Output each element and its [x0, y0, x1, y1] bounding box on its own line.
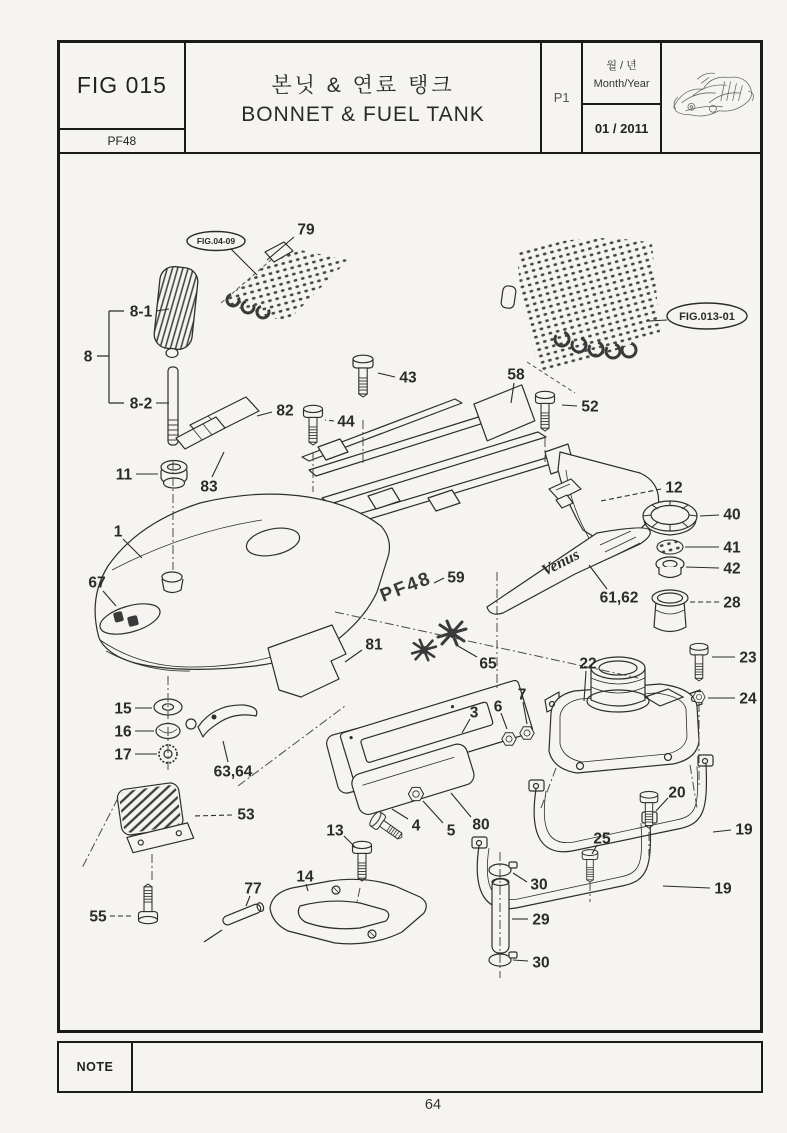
part-callout-30: 30 — [532, 954, 550, 972]
leader-line — [686, 567, 719, 568]
page-code: P1 — [542, 43, 583, 152]
fuel-cap — [643, 501, 697, 535]
part-callout-83: 83 — [200, 478, 218, 496]
part-callout-7: 7 — [517, 686, 527, 704]
hex-bolt — [304, 405, 323, 445]
part-callout-63,64: 63,64 — [213, 763, 253, 781]
part-callout-30: 30 — [530, 876, 548, 894]
part-callout-19: 19 — [714, 880, 732, 898]
part-callout-8: 8 — [83, 348, 93, 366]
flange-nut — [408, 787, 423, 800]
cap-filter-mesh — [657, 540, 683, 554]
upper-grille-panel — [221, 242, 348, 322]
bonnet-latch — [186, 705, 257, 737]
part-callout-59: 59 — [447, 569, 465, 587]
part-callout-15: 15 — [114, 700, 132, 718]
leader-line — [193, 815, 232, 816]
hex-nut — [502, 733, 516, 745]
leader-line — [392, 809, 408, 819]
part-callout-1: 1 — [113, 523, 123, 541]
part-callout-79: 79 — [297, 221, 315, 239]
part-callout-13: 13 — [326, 822, 344, 840]
figure-ref-label: FIG.04-09 — [196, 236, 236, 247]
part-callout-65: 65 — [479, 655, 497, 673]
pin-needle — [204, 930, 222, 942]
part-callout-6: 6 — [493, 698, 503, 716]
part-callout-3: 3 — [469, 704, 479, 722]
hex-nut — [693, 692, 705, 703]
part-callout-41: 41 — [723, 539, 741, 557]
date-label-english: Month/Year — [593, 77, 650, 90]
date-label-korean: 월 / 년 — [606, 59, 637, 72]
leader-line — [562, 405, 577, 406]
part-callout-58: 58 — [507, 366, 525, 384]
figure-ref-label: FIG.013-01 — [679, 310, 735, 323]
part-callout-17: 17 — [114, 746, 132, 764]
part-callout-25: 25 — [593, 830, 611, 848]
hex-bolt — [353, 355, 373, 397]
page-title-english: BONNET & FUEL TANK — [241, 102, 485, 126]
leader-line — [451, 793, 471, 817]
group-bracket-8 — [97, 311, 124, 403]
figure-number-cell — [60, 43, 186, 152]
part-callout-42: 42 — [723, 560, 741, 578]
hose-clamp-lower — [489, 952, 517, 966]
date-label — [583, 43, 660, 105]
part-callout-19: 19 — [735, 821, 753, 839]
part-callout-82: 82 — [276, 402, 294, 420]
part-callout-80: 80 — [472, 816, 490, 834]
leader-line — [246, 896, 250, 906]
leader-line — [700, 515, 719, 516]
bonnet-hood — [95, 494, 389, 671]
leader-line — [434, 578, 444, 583]
leader-line — [223, 741, 228, 762]
note-label: NOTE — [59, 1043, 133, 1091]
page-number: 64 — [424, 1097, 442, 1113]
part-callout-40: 40 — [723, 506, 741, 524]
side-vent-grille — [153, 265, 199, 357]
hex-bolt — [690, 643, 708, 681]
hex-nut — [520, 727, 534, 739]
leader-line — [713, 830, 731, 832]
part-callout-28: 28 — [723, 594, 741, 612]
cover-plate — [472, 384, 536, 442]
starburst-decal — [412, 640, 436, 660]
part-callout-12: 12 — [665, 479, 683, 497]
page-title-korean: 본닛 & 연료 탱크 — [271, 73, 455, 97]
thumbnail-cell — [662, 43, 760, 152]
hinge-pin — [222, 902, 265, 926]
hose-clamp-upper — [489, 862, 517, 876]
grille-clip — [501, 285, 517, 309]
leader-line — [325, 420, 334, 421]
part-callout-52: 52 — [581, 398, 599, 416]
leader-line — [423, 801, 443, 823]
leader-line — [458, 646, 477, 657]
leader-line — [663, 886, 710, 888]
note-content — [133, 1043, 761, 1091]
filler-grommet — [656, 557, 684, 578]
leader-line — [378, 373, 395, 377]
hex-bolt — [368, 810, 407, 844]
part-callout-8-1: 8-1 — [129, 303, 153, 321]
part-callout-43: 43 — [399, 369, 417, 387]
leader-line — [212, 452, 224, 477]
machine-thumbnail-sketch — [662, 46, 760, 150]
bonnet-support-rod — [168, 367, 178, 445]
part-callout-81: 81 — [365, 636, 383, 654]
leader-line — [257, 412, 272, 416]
decal-strips — [176, 397, 259, 449]
leader-line — [231, 249, 257, 275]
note-box — [57, 1041, 763, 1093]
date-value: 01 / 2011 — [594, 121, 649, 136]
mount-bolt — [139, 884, 158, 924]
model-code: PF48 — [60, 128, 184, 152]
rubber-mount-block — [116, 781, 194, 854]
figure-number: FIG 015 — [76, 72, 167, 98]
svg-text:Venus: Venus — [539, 546, 583, 580]
starburst-decal — [438, 621, 466, 645]
part-callout-14: 14 — [296, 868, 314, 886]
part-callout-8-2: 8-2 — [129, 395, 153, 413]
hex-bolt — [353, 841, 372, 881]
part-callout-44: 44 — [337, 413, 355, 431]
part-callout-11: 11 — [115, 466, 133, 484]
leader-line — [345, 650, 362, 662]
part-callout-4: 4 — [411, 817, 421, 835]
part-callout-29: 29 — [532, 911, 550, 929]
leader-line — [589, 565, 607, 589]
part-callout-23: 23 — [739, 649, 757, 667]
leader-line — [513, 873, 527, 882]
fuel-filler-neck — [652, 590, 688, 632]
rubber-grommet — [161, 461, 187, 489]
part-callout-55: 55 — [89, 908, 107, 926]
part-callout-77: 77 — [244, 880, 262, 898]
part-callout-5: 5 — [446, 822, 456, 840]
tank-strap-upper — [529, 755, 713, 852]
part-callout-67: 67 — [88, 574, 106, 592]
part-callout-24: 24 — [739, 690, 757, 708]
header-table — [60, 43, 760, 154]
part-callout-53: 53 — [237, 806, 255, 824]
leader-line — [513, 960, 528, 961]
hinge-bracket-plate — [270, 879, 426, 944]
part-callout-20: 20 — [668, 784, 686, 802]
title-cell — [186, 43, 542, 152]
part-callout-22: 22 — [579, 655, 597, 673]
leader-line — [344, 836, 355, 847]
exploded-parts-diagram — [60, 153, 760, 1030]
pf48-decal: PF48 — [377, 567, 435, 607]
date-cell — [583, 43, 662, 152]
part-callout-61,62: 61,62 — [599, 589, 639, 607]
part-callout-16: 16 — [114, 723, 132, 741]
hex-bolt — [582, 850, 598, 883]
hex-bolt — [536, 391, 555, 431]
